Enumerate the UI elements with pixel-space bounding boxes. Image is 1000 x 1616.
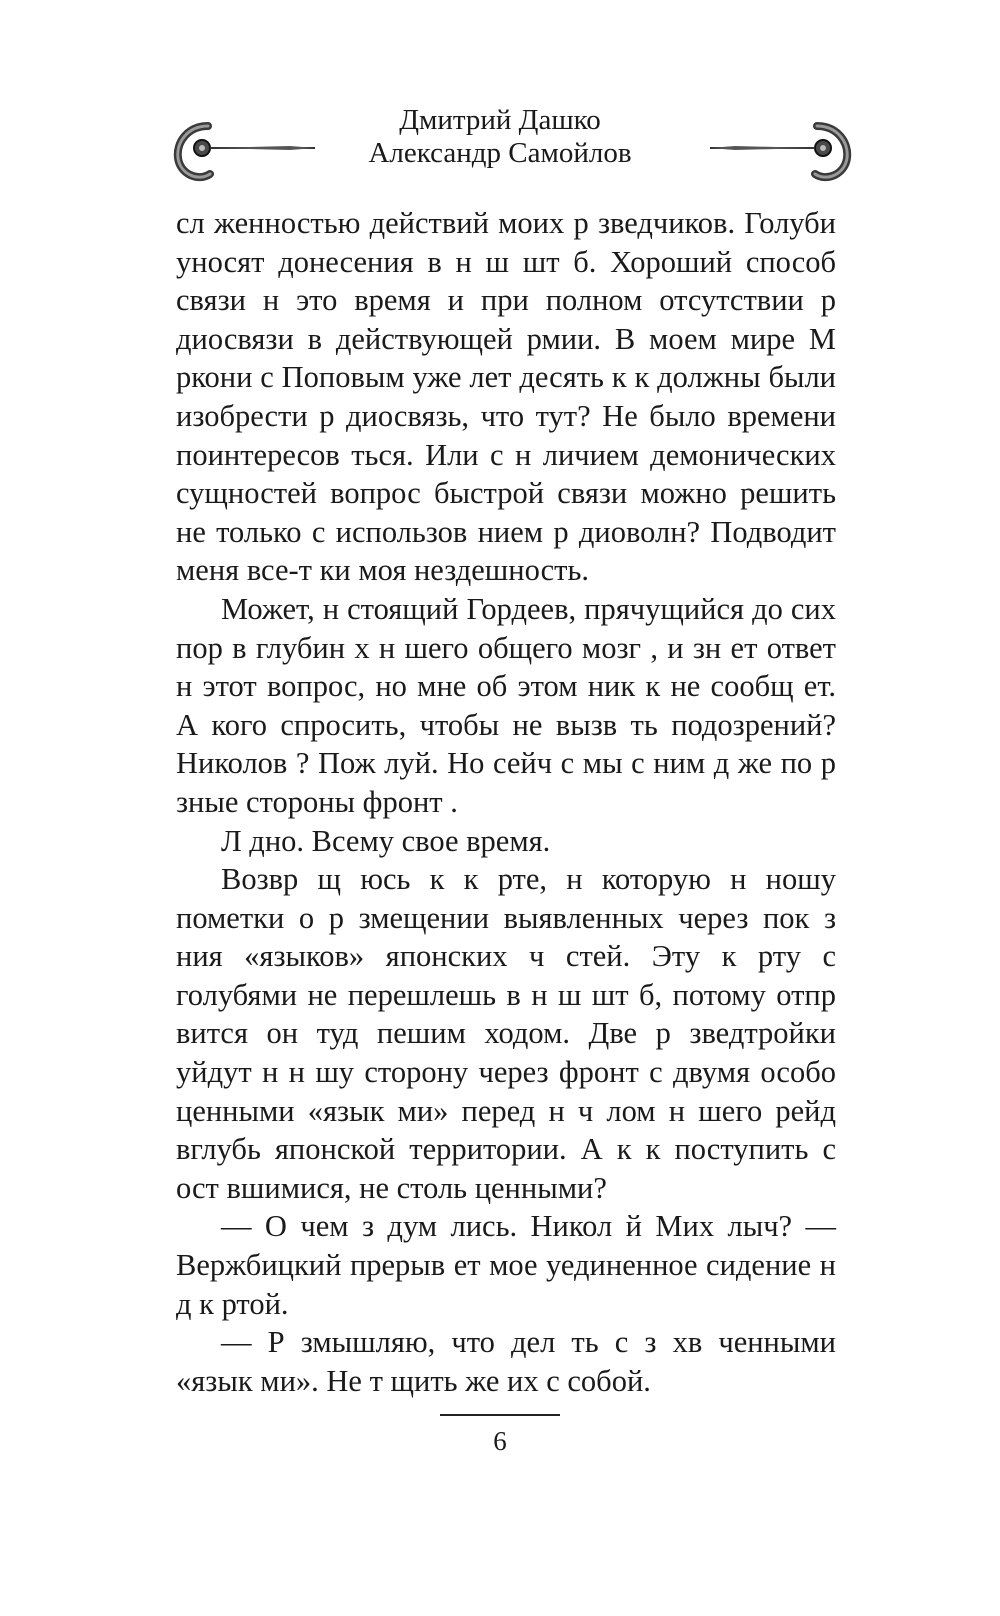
scroll-ornament-icon <box>705 114 855 184</box>
footer-rule <box>440 1414 560 1416</box>
author-name-2: Александр Самойлов <box>368 137 632 169</box>
header-authors <box>330 104 670 170</box>
page-number: 6 <box>493 1426 507 1456</box>
paragraph: — О чем з дум лись. Никол й Мих лыч? — Вержбицкий прерыв ет мое уединенное сидение н д к ртой. <box>176 1209 836 1321</box>
scroll-ornament-icon <box>170 114 320 184</box>
paragraph: Л дно. Всему свое время. <box>221 823 551 858</box>
running-header <box>0 104 1000 194</box>
paragraph: Возвр щ юсь к к рте, н которую н ношу пометки о р змещении выявленных через пок з ния «языков» японских ч стей. Эту к рту с голубями не перешлешь в н ш шт б, потому отпр вится он туд пешим ходом. Две р зведтройки уйдут н н шу сторону через фронт с двумя особо ценными «язык ми» перед н ч лом н шего рейд вглубь японской территории. А к к поступить с ост вшимися, не столь ценными? <box>176 862 836 1205</box>
page-footer <box>440 1414 560 1456</box>
paragraph: Может, н стоящий Гордеев, прячущийся до сих пор в глубин х н шего общего мозг , и зн ет ответ н этот вопрос, но мне об этом ник к не сообщ ет. А кого спросить, чтобы не вызв ть подозрений? Николов ? Пож луй. Но сейч с мы с ним д же по р зные стороны фронт . <box>176 591 836 819</box>
paragraph: — Р змышляю, что дел ть с з хв ченными «язык ми». Не т щить же их с собой. <box>176 1325 836 1398</box>
author-name-1: Дмитрий Дашко <box>399 104 601 136</box>
paragraph: сл женностью действий моих р зведчиков. Голуби уносят донесения в н ш шт б. Хороший способ связи н это время и при полном отсутствии р диосвязи в действующей рмии. В моем мире М ркони с Поповым уже лет десять к к должны были изобрести р диосвязь, что тут? Не было времени поинтересов ться. Или с н личием демонических сущностей вопрос быстрой связи можно решить не только с использов нием р диоволн? Подводит меня все-т ки моя нездешность. <box>176 206 836 588</box>
body-text <box>176 204 836 1400</box>
